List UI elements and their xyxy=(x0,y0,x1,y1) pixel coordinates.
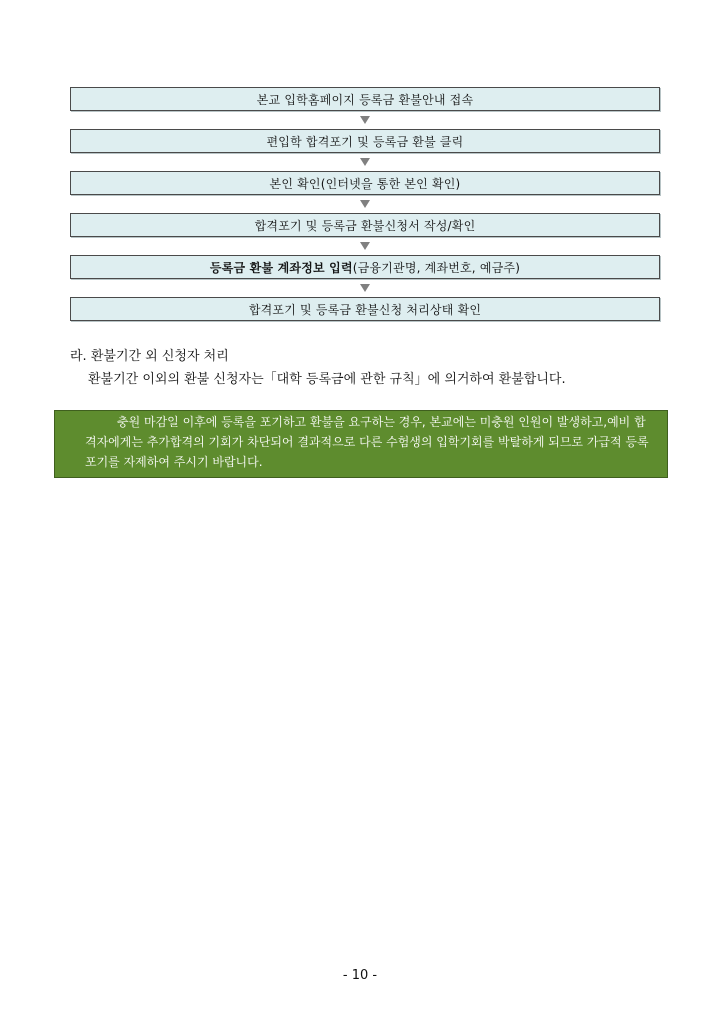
notice-box xyxy=(54,410,668,478)
down-arrow-icon xyxy=(70,153,660,171)
flow-step-6-text: 합격포기 및 등록금 환불신청 처리상태 확인 xyxy=(248,302,482,317)
flow-step-5-bold-text: 등록금 환불 계좌정보 입력 xyxy=(209,260,353,275)
page-number: - 10 - xyxy=(342,968,378,983)
notice-text: 충원 마감일 이후에 등록을 포기하고 환불을 요구하는 경우, 본교에는 미충원 인원이 발생하고,예비 합격자에게는 추가합격의 기회가 차단되어 결과적으로 다른 수험생의 입학기회를 박탈하게 되므로 가급적 등록포기를 자제하여 주시기 바랍니다. xyxy=(85,415,649,469)
flow-step-1 xyxy=(70,87,660,111)
down-arrow-icon xyxy=(70,279,660,297)
flow-step-3-text: 본인 확인(인터넷을 통한 본인 확인) xyxy=(269,176,461,191)
section-body-text: 환불기간 이외의 환불 신청자는「대학 등록금에 관한 규칙」에 의거하여 환불합니다. xyxy=(88,372,566,387)
flow-step-1-text: 본교 입학홈페이지 등록금 환불안내 접속 xyxy=(256,92,474,107)
flow-step-3 xyxy=(70,171,660,195)
flow-step-4-text: 합격포기 및 등록금 환불신청서 작성/확인 xyxy=(254,218,476,233)
flow-step-2 xyxy=(70,129,660,153)
refund-procedure-flow xyxy=(70,87,660,321)
flow-step-2-text: 편입학 합격포기 및 등록금 환불 클릭 xyxy=(266,134,464,149)
flow-step-6 xyxy=(70,297,660,321)
flow-step-5-text: (금융기관명, 계좌번호, 예금주) xyxy=(352,260,521,275)
down-arrow-icon xyxy=(70,111,660,129)
flow-step-5 xyxy=(70,255,660,279)
down-arrow-icon xyxy=(70,195,660,213)
down-arrow-icon xyxy=(70,237,660,255)
flow-step-4 xyxy=(70,213,660,237)
section-heading: 라. 환불기간 외 신청자 처리 xyxy=(70,349,229,364)
